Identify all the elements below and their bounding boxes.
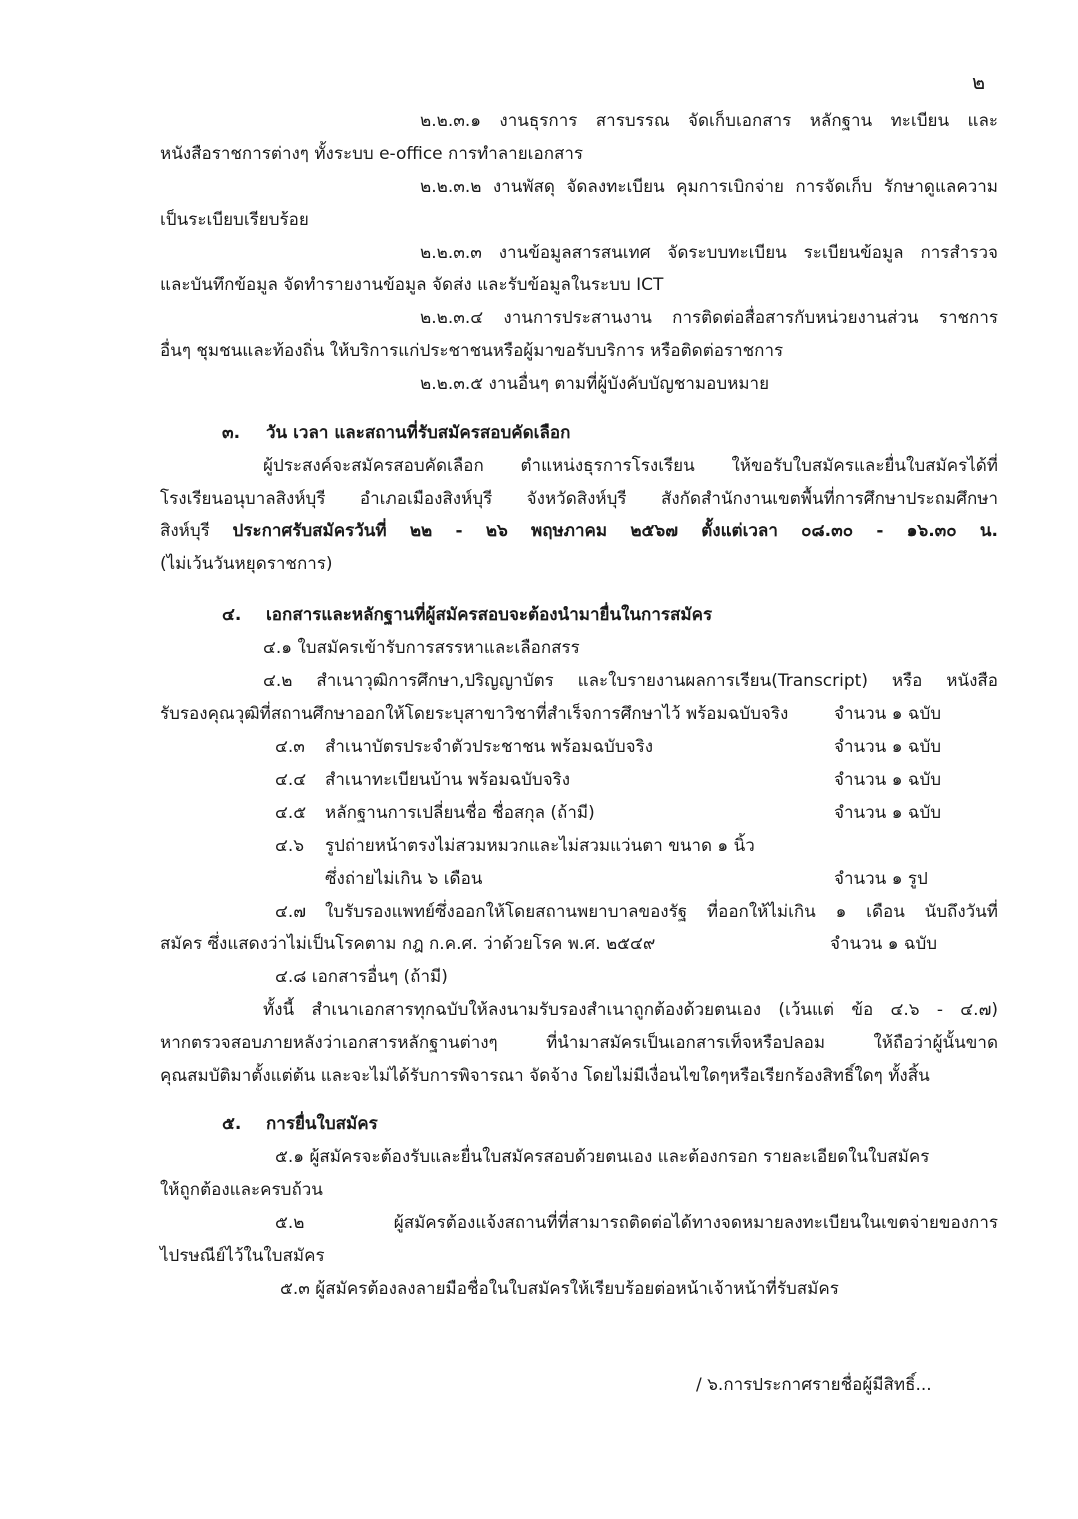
section-5-title: การยื่นใบสมัคร	[266, 1114, 378, 1134]
item-5-2-line1: ๕.๒ ผู้สมัครต้องแจ้งสถานที่ที่สามารถติดต่อได้ทางจดหมายลงทะเบียนในเขตจ่ายของการ	[275, 1213, 998, 1233]
item-4-5-text: หลักฐานการเปลี่ยนชื่อ ชื่อสกุล (ถ้ามี)	[325, 803, 595, 823]
item-5-2-line2: ไปรษณีย์ไว้ในใบสมัคร	[160, 1246, 325, 1266]
item-4-5-number: ๔.๕	[275, 803, 307, 823]
item-2-2-3-5-line1: ๒.๒.๓.๕ งานอื่นๆ ตามที่ผู้บังคับบัญชามอบหมาย	[420, 374, 770, 394]
section-4-note-line2: หากตรวจสอบภายหลังว่าเอกสารหลักฐานต่างๆ ที่นำมาสมัครเป็นเอกสารเท็จหรือปลอม ให้ถือว่าผู้นั้นขาด	[160, 1033, 998, 1053]
item-4-7-text: ใบรับรองแพทย์ซึ่งออกให้โดยสถานพยาบาลของรัฐ ที่ออกให้ไม่เกิน ๑ เดือน นับถึงวันที่	[325, 902, 998, 922]
item-4-4	[275, 767, 998, 793]
item-5-1-line2: ให้ถูกต้องและครบถ้วน	[160, 1180, 323, 1200]
section-3-title: วัน เวลา และสถานที่รับสมัครสอบคัดเลือก	[266, 423, 571, 443]
item-4-3-text: สำเนาบัตรประจำตัวประชาชน พร้อมฉบับจริง	[325, 737, 654, 757]
item-4-5	[275, 800, 998, 826]
item-4-1: ๔.๑ ใบสมัครเข้ารับการสรรหาและเลือกสรร	[263, 638, 580, 658]
item-4-7-text-2: สมัคร ซึ่งแสดงว่าไม่เป็นโรคตาม กฎ ก.ค.ศ. ว่าด้วยโรค พ.ศ. ๒๕๔๙	[160, 934, 656, 954]
item-2-2-3-4-line2: อื่นๆ ชุมชนและท้องถิ่น ให้บริการแก่ประชาชนหรือผู้มาขอรับบริการ หรือติดต่อราชการ	[160, 341, 784, 361]
item-5-1-line1: ๕.๑ ผู้สมัครจะต้องรับและยื่นใบสมัครสอบด้วยตนเอง และต้องกรอก รายละเอียดในใบสมัคร	[275, 1147, 930, 1167]
item-4-2-line1: ๔.๒ สำเนาวุฒิการศึกษา,ปริญญาบัตร และใบรายงานผลการเรียน(Transcript) หรือ หนังสือ	[263, 671, 998, 691]
item-4-2-quantity: จำนวน ๑ ฉบับ	[834, 704, 942, 724]
section-3-province: สิงห์บุรี	[160, 521, 210, 541]
item-2-2-3-1-line2: หนังสือราชการต่างๆ ทั้งระบบ e-office การทำลายเอกสาร	[160, 144, 584, 164]
item-4-4-number: ๔.๔	[275, 770, 307, 790]
item-4-6-number: ๔.๖	[275, 836, 305, 856]
item-4-6-text: รูปถ่ายหน้าตรงไม่สวมหมวกและไม่สวมแว่นตา ขนาด ๑ นิ้ว	[325, 836, 755, 856]
section-3-para-line3	[160, 518, 998, 544]
item-4-6-quantity: จำนวน ๑ รูป	[834, 869, 928, 889]
item-4-3	[275, 734, 998, 760]
item-2-2-3-1-line1: ๒.๒.๓.๑ งานธุรการ สารบรรณ จัดเก็บเอกสาร หลักฐาน ทะเบียน และ	[420, 111, 998, 131]
section-4-number: ๔.	[222, 605, 242, 625]
section-3-para-line2: โรงเรียนอนุบาลสิงห์บุรี อำเภอเมืองสิงห์บุรี จังหวัดสิงห์บุรี สังกัดสำนักงานเขตพื้นที่การศึกษาประถมศึกษา	[160, 489, 998, 509]
page-number: ๒	[972, 70, 986, 94]
item-2-2-3-3-line2: และบันทึกข้อมูล จัดทำรายงานข้อมูล จัดส่ง และรับข้อมูลในระบบ ICT	[160, 275, 664, 295]
item-4-3-quantity: จำนวน ๑ ฉบับ	[834, 737, 942, 757]
item-2-2-3-2-line2: เป็นระเบียบเรียบร้อย	[160, 210, 309, 230]
section-5-number: ๕.	[222, 1114, 242, 1134]
section-5-heading	[222, 1111, 998, 1137]
item-4-6-line1	[275, 833, 998, 859]
section-4-note-line3: คุณสมบัติมาตั้งแต่ต้น และจะไม่ได้รับการพิจารณา จัดจ้าง โดยไม่มีเงื่อนไขใดๆหรือเรียกร้องสิทธิ์ใดๆ ทั้งสิ้น	[160, 1066, 930, 1086]
item-4-8: ๔.๘ เอกสารอื่นๆ (ถ้ามี)	[275, 967, 448, 987]
section-4-title: เอกสารและหลักฐานที่ผู้สมัครสอบจะต้องนำมายื่นในการสมัคร	[266, 605, 713, 625]
item-4-2-text: รับรองคุณวุฒิที่สถานศึกษาออกให้โดยระบุสาขาวิชาที่สำเร็จการศึกษาไว้ พร้อมฉบับจริง	[160, 704, 789, 724]
section-4-heading	[222, 602, 998, 628]
item-4-7-line2	[160, 931, 998, 957]
item-2-2-3-2-line1: ๒.๒.๓.๒ งานพัสดุ จัดลงทะเบียน คุมการเบิกจ่าย การจัดเก็บ รักษาดูแลความ	[420, 177, 998, 197]
section-4-note-line1: ทั้งนี้ สำเนาเอกสารทุกฉบับให้ลงนามรับรองสำเนาถูกต้องด้วยตนเอง (เว้นแต่ ข้อ ๔.๖ - ๔.๗)	[263, 1000, 998, 1020]
item-5-3: ๕.๓ ผู้สมัครต้องลงลายมือชื่อในใบสมัครให้เรียบร้อยต่อหน้าเจ้าหน้าที่รับสมัคร	[280, 1279, 839, 1299]
section-3-number: ๓.	[222, 423, 241, 443]
item-4-4-quantity: จำนวน ๑ ฉบับ	[834, 770, 942, 790]
item-4-2-line2	[160, 701, 998, 727]
section-3-heading	[222, 420, 998, 446]
section-3-para-line4: (ไม่เว้นวันหยุดราชการ)	[160, 554, 333, 574]
item-2-2-3-3-line1: ๒.๒.๓.๓ งานข้อมูลสารสนเทศ จัดระบบทะเบียน ระเบียนข้อมูล การสำรวจ	[420, 243, 998, 263]
section-3-application-dates: ประกาศรับสมัครวันที่ ๒๒ - ๒๖ พฤษภาคม ๒๕๖๗ ตั้งแต่เวลา ๐๘.๓๐ - ๑๖.๓๐ น.	[232, 521, 998, 541]
item-4-7-line1	[275, 899, 998, 925]
continuation-reference: / ๖.การประกาศรายชื่อผู้มีสิทธิ์...	[696, 1375, 932, 1395]
item-4-6-text-2: ซึ่งถ่ายไม่เกิน ๖ เดือน	[325, 869, 483, 889]
item-2-2-3-4-line1: ๒.๒.๓.๔ งานการประสานงาน การติดต่อสื่อสารกับหน่วยงานส่วน ราชการ	[420, 308, 998, 328]
item-4-6-line2	[325, 866, 998, 892]
section-3-para-line1: ผู้ประสงค์จะสมัครสอบคัดเลือก ตำแหน่งธุรการโรงเรียน ให้ขอรับใบสมัครและยื่นใบสมัครได้ที่	[263, 456, 998, 476]
item-4-3-number: ๔.๓	[275, 737, 305, 757]
item-4-5-quantity: จำนวน ๑ ฉบับ	[834, 803, 942, 823]
item-4-7-quantity: จำนวน ๑ ฉบับ	[830, 934, 938, 954]
item-4-7-number: ๔.๗	[275, 902, 307, 922]
item-4-4-text: สำเนาทะเบียนบ้าน พร้อมฉบับจริง	[325, 770, 571, 790]
